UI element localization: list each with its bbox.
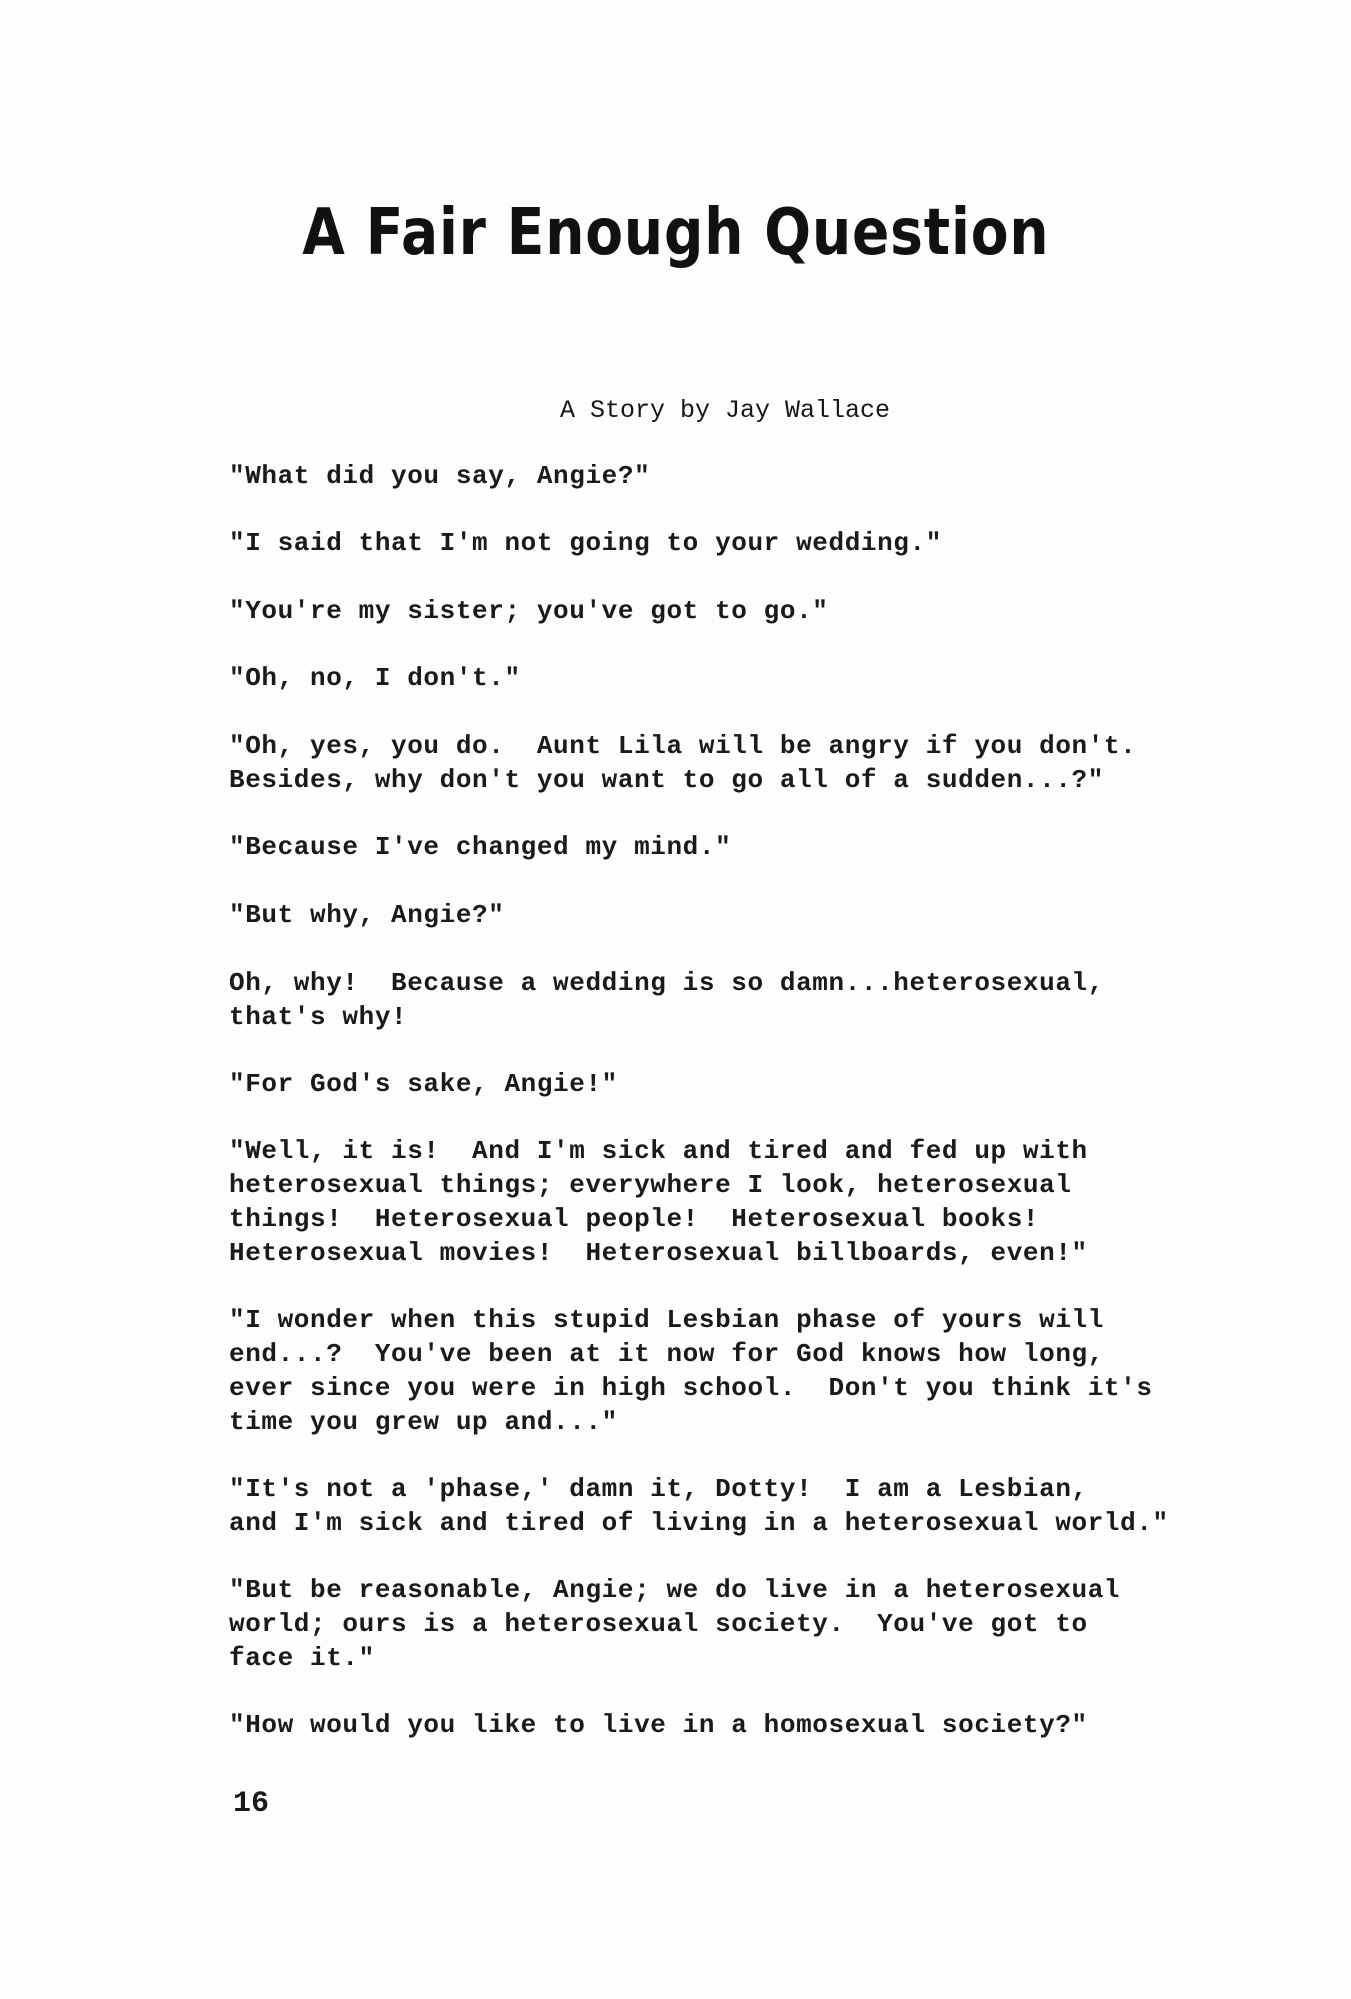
- paragraph: "It's not a 'phase,' damn it, Dotty! I am a Lesbian, and I'm sick and tired of living in a heterosexual world.": [229, 1474, 1169, 1538]
- story-byline: A Story by Jay Wallace: [560, 396, 891, 425]
- page-number: 16: [233, 1787, 270, 1821]
- paragraph: "For God's sake, Angie!": [229, 1069, 618, 1099]
- paragraph: "Oh, no, I don't.": [229, 663, 521, 693]
- paragraph: "I said that I'm not going to your wedding.": [229, 528, 942, 558]
- paragraph: "How would you like to live in a homosexual society?": [229, 1710, 1088, 1740]
- paragraph: "But be reasonable, Angie; we do live in a heterosexual world; ours is a heterosexual society. You've got to face it.": [229, 1575, 1121, 1673]
- story-title: A Fair Enough Question: [302, 196, 1050, 270]
- paragraph: "You're my sister; you've got to go.": [229, 596, 829, 626]
- paragraph: "I wonder when this stupid Lesbian phase of yours will end...? You've been at it now for God knows how long, ever since you were in high school. Don't you think it's time you grew up and...": [229, 1305, 1153, 1437]
- paragraph: "Well, it is! And I'm sick and tired and fed up with heterosexual things; everywhere I look, heterosexual things! Heterosexual people! Heterosexual books! Heterosexual movies! Heterosexual billboards, even!": [229, 1136, 1088, 1268]
- paragraph: "Oh, yes, you do. Aunt Lila will be angry if you don't. Besides, why don't you want to go all of a sudden...?": [229, 731, 1137, 795]
- paragraph: "But why, Angie?": [229, 900, 505, 930]
- paragraph: "Because I've changed my mind.": [229, 832, 732, 862]
- paragraph: Oh, why! Because a wedding is so damn...heterosexual, that's why!: [229, 968, 1104, 1032]
- paragraph: "What did you say, Angie?": [229, 461, 651, 491]
